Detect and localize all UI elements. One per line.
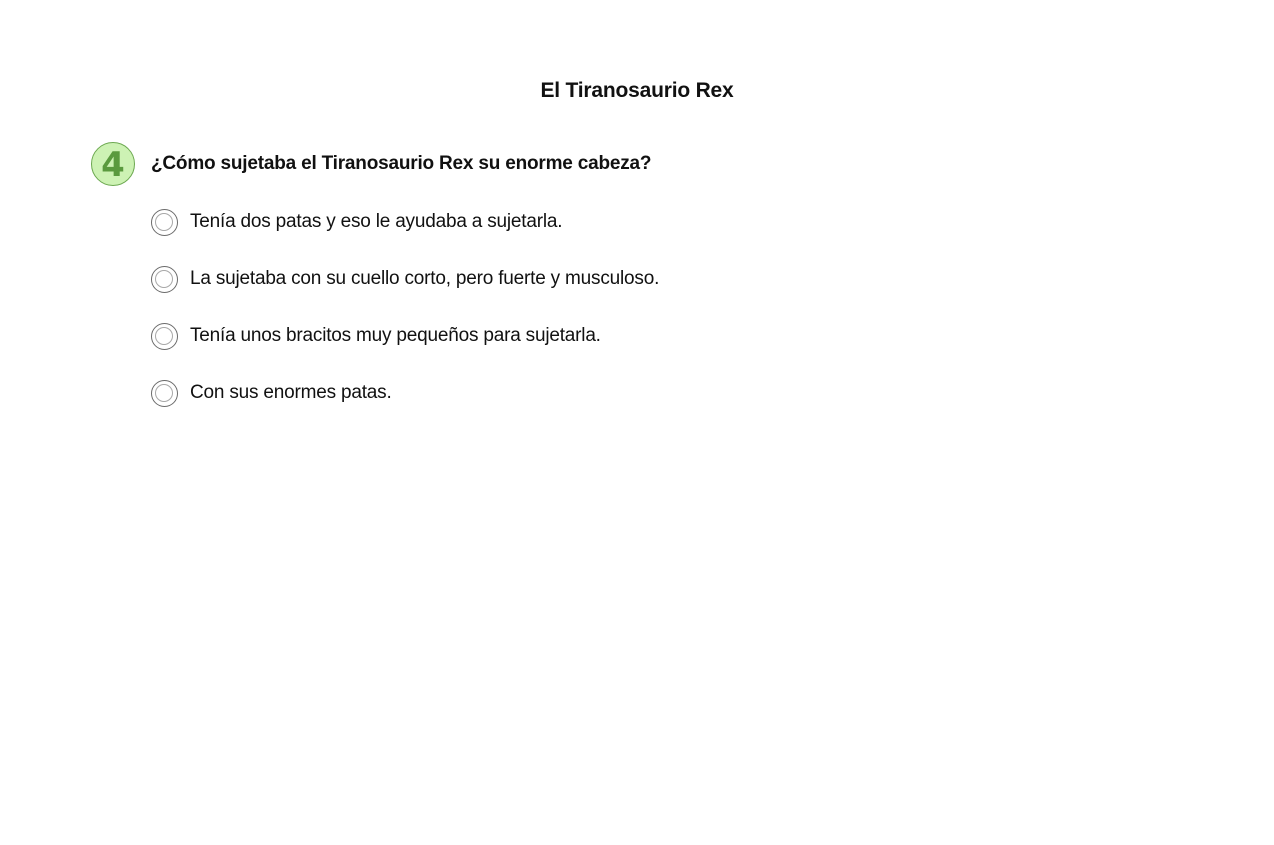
question-number-badge: 4 [91,142,135,186]
answer-option-label[interactable]: La sujetaba con su cuello corto, pero fuerte y musculoso. [190,268,660,289]
radio-button-2[interactable] [151,266,178,293]
answer-option-1[interactable] [151,208,659,236]
page-title: El Tiranosaurio Rex [540,79,734,102]
question-header [91,142,651,186]
answer-option-label[interactable]: Tenía unos bracitos muy pequeños para sujetarla. [190,325,601,346]
answer-option-label[interactable]: Con sus enormes patas. [190,382,392,403]
radio-button-3[interactable] [151,323,178,350]
answer-options [151,208,659,436]
answer-option-2[interactable] [151,265,659,293]
answer-option-label[interactable]: Tenía dos patas y eso le ayudaba a sujetarla. [190,211,563,232]
answer-option-3[interactable] [151,322,659,350]
radio-button-4[interactable] [151,380,178,407]
radio-button-1[interactable] [151,209,178,236]
answer-option-4[interactable] [151,379,659,407]
question-text: ¿Cómo sujetaba el Tiranosaurio Rex su enorme cabeza? [151,153,652,174]
